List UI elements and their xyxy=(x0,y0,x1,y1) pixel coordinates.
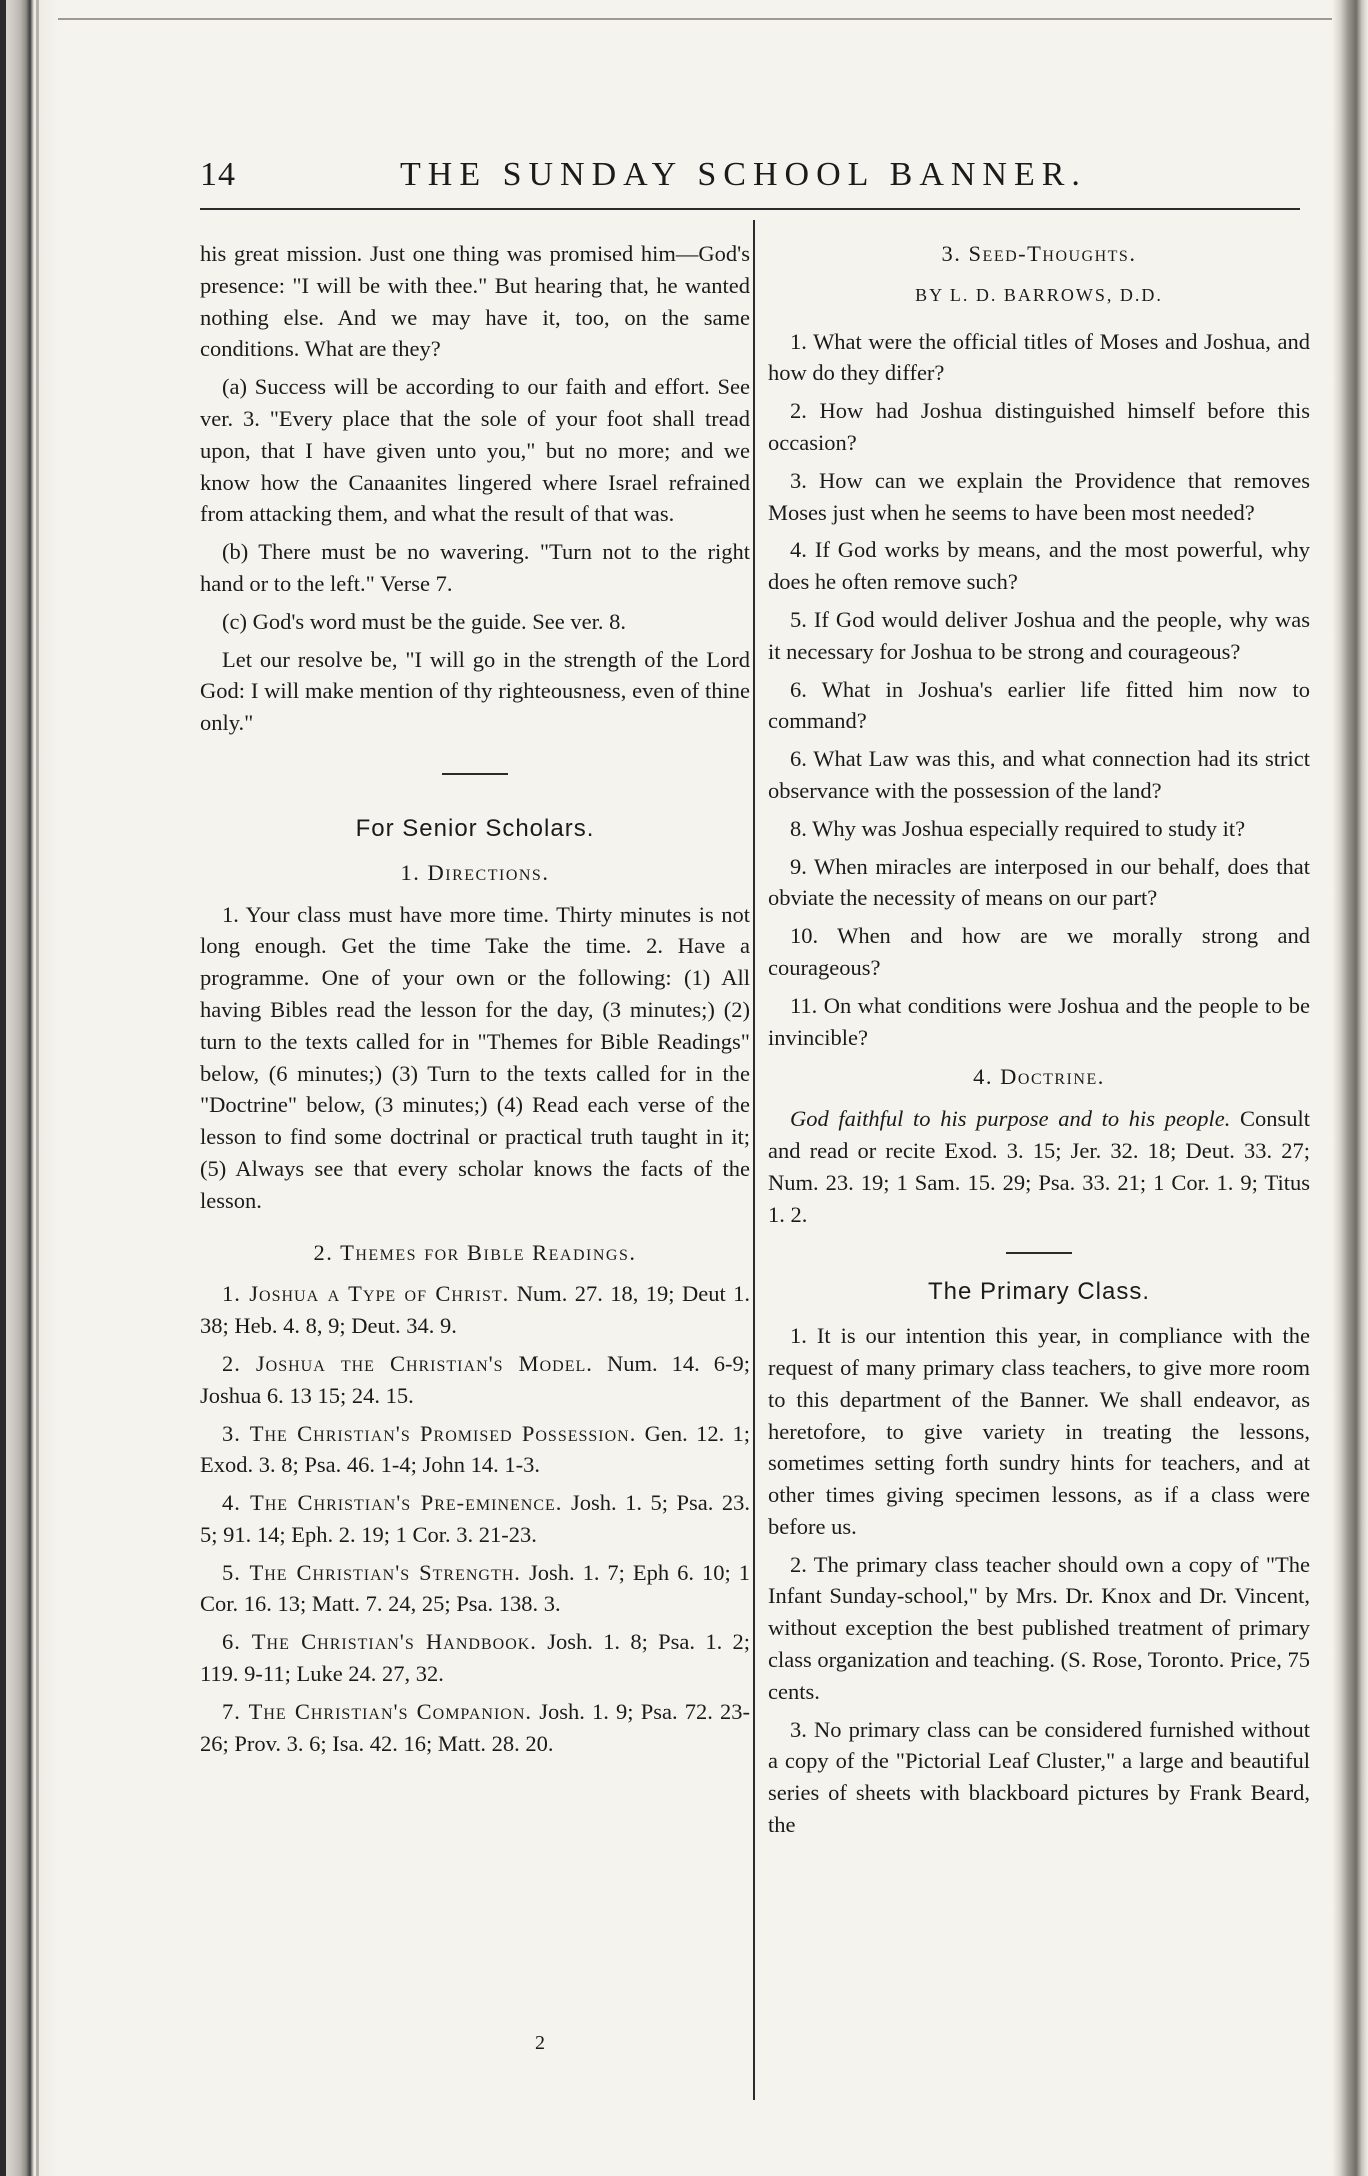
theme-title: 5. The Christian's Strength. xyxy=(222,1559,521,1585)
theme-refs: Josh. 1. 8; Psa. 1. 2; 119. 9-11; Luke 24. 27, 32. xyxy=(200,1629,750,1687)
question-list xyxy=(768,326,1310,1054)
right-column xyxy=(768,238,1310,1847)
theme-refs: Num. 14. 6-9; Joshua 6. 13 15; 24. 15. xyxy=(200,1350,751,1408)
themes-heading: 2. Themes for Bible Readings. xyxy=(313,1239,637,1265)
publication-title: THE SUNDAY SCHOOL BANNER. xyxy=(400,156,1087,193)
primary-paragraph: 2. The primary class teacher should own a copy of "The Infant Sunday-school," by Mrs. Dr. Knox and Dr. Vincent, without exception the best published treatment of primary class organization and teaching. (S. Rose, Toronto. Price, 75 cents. xyxy=(768,1551,1310,1704)
theme-title: 6. The Christian's Handbook. xyxy=(222,1629,537,1655)
left-column xyxy=(200,238,750,1765)
primary-paragraph: 3. No primary class can be considered furnished without a copy of the "Pictorial Leaf Cluster," a large and beautiful series of sheets with blackboard pictures by Frank Beard, the xyxy=(768,1716,1310,1838)
question-item: 8. Why was Joshua especially required to study it? xyxy=(790,815,1246,841)
scan-top-border xyxy=(58,18,1332,20)
question-item: 5. If God would deliver Joshua and the people, why was it necessary for Joshua to be strong and courageous? xyxy=(768,606,1310,664)
question-item: 1. What were the official titles of Moses and Joshua, and how do they differ? xyxy=(768,328,1310,386)
primary-paragraph: 1. It is our intention this year, in compliance with the request of many primary class teachers, to give more room to this department of the Banner. We shall endeavor, as heretofore, to give variety in treating the lessons, sometimes setting forth sundry hints for teachers, and at other times giving specimen lessons, as if a class were before us. xyxy=(768,1323,1310,1539)
doctrine-refs: Consult and read or recite Exod. 3. 15; Jer. 32. 18; Deut. 33. 27; Num. 23. 19; 1 Sam. 15. 29; Psa. 33. 21; 1 Cor. 1. 9; Titus 1. 2. xyxy=(768,1106,1311,1227)
theme-item xyxy=(200,1348,750,1412)
theme-title: 4. The Christian's Pre-eminence. xyxy=(222,1490,563,1516)
signature-mark: 2 xyxy=(535,2032,545,2054)
section-separator xyxy=(1006,1252,1072,1254)
theme-title: 1. Joshua a Type of Christ. xyxy=(222,1281,510,1307)
intro-paragraph: his great mission. Just one thing was promised him—God's presence: "I will be with thee." But hearing that, he wanted nothing else. And we may have it, too, on the same conditions. What are they? xyxy=(200,241,750,362)
theme-title: 2. Joshua the Christian's Model. xyxy=(222,1350,593,1376)
question-item: 4. If God works by means, and the most powerful, why does he often remove such? xyxy=(768,537,1310,595)
question-item: 2. How had Joshua distinguished himself before this occasion? xyxy=(768,398,1310,455)
running-head xyxy=(200,150,1315,200)
intro-paragraph: Let our resolve be, "I will go in the strength of the Lord God: I will make mention of thy righteousness, even of thine only." xyxy=(200,646,750,736)
intro-paragraph: (c) God's word must be the guide. See ver. 8. xyxy=(222,608,626,634)
theme-refs: Num. 27. 18, 19; Deut 1. 38; Heb. 4. 8, 9; Deut. 34. 9. xyxy=(200,1281,750,1339)
column-divider xyxy=(753,220,755,2100)
theme-item xyxy=(200,1278,750,1342)
theme-refs: Gen. 12. 1; Exod. 3. 8; Psa. 46. 1-4; John 14. 1-3. xyxy=(200,1420,750,1478)
doctrine-text xyxy=(768,1103,1310,1230)
theme-refs: Josh. 1. 7; Eph 6. 10; 1 Cor. 16. 13; Matt. 7. 24, 25; Psa. 138. 3. xyxy=(200,1559,751,1617)
theme-refs: Josh. 1. 5; Psa. 23. 5; 91. 14; Eph. 2. 19; 1 Cor. 3. 21-23. xyxy=(200,1490,750,1547)
theme-item xyxy=(200,1696,750,1760)
theme-item xyxy=(200,1418,750,1482)
page-binding-edge xyxy=(0,0,58,2176)
page-right-edge xyxy=(1332,0,1368,2176)
intro-paragraph: (a) Success will be according to our faith and effort. See ver. 3. "Every place that the sole of your foot shall tread upon, that I have given unto you," but no more; and we know how the Canaanites lingered where Israel refrained from attacking them, and what the result of that was. xyxy=(200,374,750,527)
primary-class-heading: The Primary Class. xyxy=(927,1278,1151,1306)
theme-item xyxy=(200,1557,750,1621)
theme-title: 3. The Christian's Promised Possession. xyxy=(222,1420,637,1446)
directions-heading: 1. Directions. xyxy=(400,859,550,885)
question-item: 6. What in Joshua's earlier life fitted him now to command? xyxy=(768,676,1310,734)
question-item: 10. When and how are we morally strong and courageous? xyxy=(768,923,1310,980)
seed-thoughts-heading: 3. Seed-Thoughts. xyxy=(941,241,1137,266)
senior-scholars-heading: For Senior Scholars. xyxy=(355,814,595,842)
theme-item xyxy=(200,1626,750,1690)
intro-paragraph: (b) There must be no wavering. "Turn not to the right hand or to the left." Verse 7. xyxy=(200,539,750,596)
header-rule xyxy=(200,208,1300,210)
question-item: 11. On what conditions were Joshua and the people to be invincible? xyxy=(768,992,1310,1050)
doctrine-statement: God faithful to his purpose and to his people. xyxy=(790,1106,1231,1132)
theme-item xyxy=(200,1487,750,1551)
document-page xyxy=(200,150,1315,2150)
seed-thoughts-byline: BY L. D. BARROWS, D.D. xyxy=(915,284,1163,305)
directions-text: 1. Your class must have more time. Thirty minutes is not long enough. Get the time Take the time. 2. Have a programme. One of your own or the following: (1) All having Bibles read the lesson for the day, (3 minutes;) (2) turn to the texts called for in "Themes for Bible Readings" below, (6 minutes;) (3) Turn to the texts called for in the "Doctrine" below, (3 minutes;) (4) Read each verse of the lesson to find some doctrinal or practical truth taught in it; (5) Always see that every scholar knows the facts of the lesson. xyxy=(200,901,750,1213)
section-separator xyxy=(442,773,508,775)
theme-title: 7. The Christian's Companion. xyxy=(222,1698,533,1724)
question-item: 6. What Law was this, and what connection had its strict observance with the possession of the land? xyxy=(768,746,1310,803)
doctrine-heading: 4. Doctrine. xyxy=(973,1064,1105,1090)
theme-refs: Josh. 1. 9; Psa. 72. 23-26; Prov. 3. 6; Isa. 42. 16; Matt. 28. 20. xyxy=(200,1698,751,1756)
page-number: 14 xyxy=(200,156,236,193)
question-item: 3. How can we explain the Providence that removes Moses just when he seems to have been most needed? xyxy=(768,467,1310,525)
question-item: 9. When miracles are interposed in our behalf, does that obviate the necessity of means on our part? xyxy=(768,853,1310,911)
